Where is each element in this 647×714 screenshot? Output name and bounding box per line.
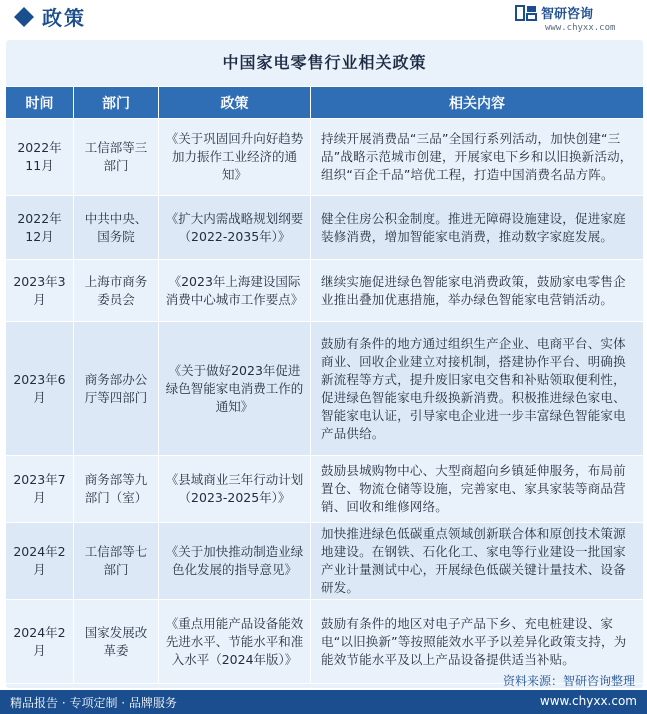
- time-cell: 2023年6月: [6, 322, 74, 455]
- table-header-row: [6, 86, 643, 119]
- policy-cell: 《重点用能产品设备能效先进水平、节能水平和准入水平（2024年版）》: [159, 600, 311, 683]
- table-row: [6, 119, 643, 196]
- content-cell: 加快推进绿色低碳重点领域创新联合体和原创技术策源地建设。在钢铁、石化化工、家电等行业建设一批国家产业计量测试中心，开展绿色低碳关键计量技术、设备研发。: [321, 526, 626, 595]
- time-cell: 2022年11月: [6, 119, 74, 195]
- brand-logo-icon: [515, 4, 537, 22]
- table-row: [6, 260, 643, 322]
- dept-cell: 商务部等九部门（室）: [74, 456, 159, 522]
- table-row: [6, 196, 643, 260]
- source-note: 资料来源：智研咨询整理: [502, 674, 635, 688]
- dept-cell: 工信部等三部门: [74, 119, 159, 195]
- dept-cell: 国家发展改革委: [74, 600, 159, 683]
- table-row: [6, 322, 643, 456]
- section-title: 政策: [42, 6, 86, 30]
- policy-cell: 《2023年上海建设国际消费中心城市工作要点》: [159, 260, 311, 321]
- time-cell: 2022年12月: [6, 196, 74, 259]
- policy-panel: [6, 40, 643, 688]
- content-cell: 鼓励有条件的地区对电子产品下乡、充电桩建设、家电“以旧换新”等按照能效水平予以差异化政策支持，为能效节能水平及以上产品设备提供适当补贴。: [321, 615, 627, 667]
- column-header-policy: 政策: [159, 87, 311, 118]
- policy-cell: 《扩大内需战略规划纲要（2022-2035年）》: [159, 196, 311, 259]
- time-cell: 2024年2月: [6, 600, 74, 683]
- column-header-time: 时间: [6, 87, 74, 118]
- diamond-marker-icon: [12, 5, 36, 29]
- time-cell: 2024年2月: [6, 523, 74, 599]
- brand-name: 智研咨询: [541, 7, 594, 22]
- brand: [515, 2, 635, 36]
- policy-cell: 《关于加快推动制造业绿色化发展的指导意见》: [159, 523, 311, 599]
- table-row: [6, 523, 643, 600]
- dept-cell: 中共中央、国务院: [74, 196, 159, 259]
- policy-cell: 《县域商业三年行动计划（2023-2025年）》: [159, 456, 311, 522]
- dept-cell: 工信部等七部门: [74, 523, 159, 599]
- top-bar: [0, 0, 647, 42]
- footer-url: www.chyxx.com: [539, 694, 637, 708]
- time-cell: 2023年3月: [6, 260, 74, 321]
- policy-cell: 《关于做好2023年促进绿色智能家电消费工作的通知》: [159, 322, 311, 455]
- content-cell: 持续开展消费品“三品”全国行系列活动，加快创建“三品”战略示范城市创建，开展家电下乡和以旧换新活动，组织“百企千品”培优工程，打造中国消费名品方阵。: [321, 131, 633, 182]
- content-cell: 健全住房公积金制度。推进无障碍设施建设，促进家庭装修消费，增加智能家电消费，推动数字家庭发展。: [321, 210, 626, 244]
- content-cell: 鼓励县城购物中心、大型商超向乡镇延伸服务，布局前置仓、物流仓储等设施，完善家电、家具家装等商品营销、回收和维修网络。: [321, 463, 626, 514]
- dept-cell: 上海市商务委员会: [74, 260, 159, 321]
- content-cell: 继续实施促进绿色智能家电消费政策，鼓励家电零售企业推出叠加优惠措施，举办绿色智能家电营销活动。: [321, 273, 626, 307]
- footer-slogan: 精品报告 · 专项定制 · 品牌服务: [10, 696, 177, 710]
- policy-cell: 《关于巩固回升向好趋势加力振作工业经济的通知》: [159, 119, 311, 195]
- column-header-content: 相关内容: [449, 95, 505, 112]
- table-row: [6, 456, 643, 523]
- footer-bar: [0, 690, 647, 714]
- content-cell: 鼓励有条件的地方通过组织生产企业、电商平台、实体商业、回收企业建立对接机制，搭建协作平台、明确换新流程等方式，提升废旧家电交售和补贴领取便利性，促进绿色智能家电升级换新消费。积极推进绿色家电、智能家电认证，引导家电企业进一步丰富绿色智能家电产品供给。: [321, 335, 626, 441]
- dept-cell: 商务部办公厅等四部门: [74, 322, 159, 455]
- brand-url: www.chyxx.com: [545, 23, 616, 33]
- policy-table: [6, 86, 643, 684]
- time-cell: 2023年7月: [6, 456, 74, 522]
- column-header-dept: 部门: [74, 87, 159, 118]
- table-title: 中国家电零售行业相关政策: [222, 53, 427, 72]
